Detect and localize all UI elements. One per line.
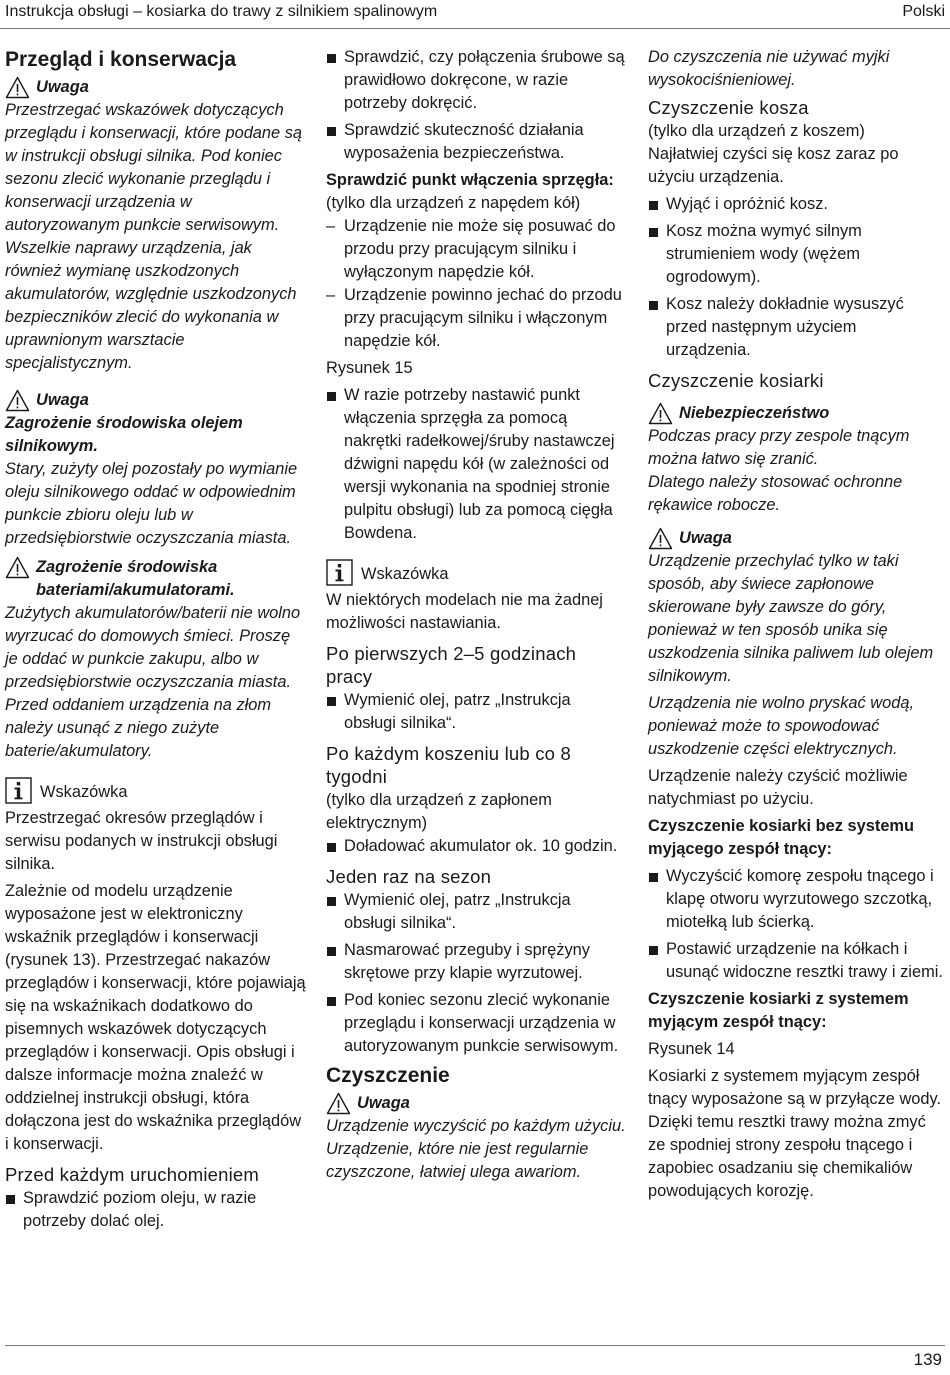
info-label: Wskazówka	[361, 565, 449, 583]
list-item: W razie potrzeby nastawić punkt włączenia sprzęgła za pomocą nakrętki radełkowej/śruby nastawczej dźwigni napędu kół (w zależności od wersji wykonania na spodniej stronie pulpitu obsługi) lub za pomocą cięgła Bowdena.	[326, 384, 626, 545]
warning-notice	[5, 389, 307, 412]
bullet-list	[648, 193, 944, 362]
warning-label: Uwaga	[36, 78, 89, 96]
danger-text: Podczas pracy przy zespole tnącym można łatwo się zranić.	[648, 427, 910, 468]
list-item: Wymienić olej, patrz „Instrukcja obsługi silnika“.	[326, 889, 626, 935]
list-item: Kosz można wymyć silnym strumieniem wody (wężem ogrodowym).	[648, 220, 944, 289]
subsection-heading: Czyszczenie kosiarki bez systemu myjącego zespół tnący:	[648, 817, 915, 858]
column-3	[648, 46, 944, 1207]
list-item: Doładować akumulator ok. 10 godzin.	[326, 835, 626, 858]
danger-label: Niebezpieczeństwo	[679, 404, 830, 422]
section-heading: Przed każdym uruchomieniem	[5, 1164, 260, 1185]
body-text: Najłatwiej czyści się kosz zaraz po użyciu urządzenia.	[648, 145, 899, 186]
column-1	[5, 46, 307, 1237]
note-text: (tylko dla urządzeń z koszem)	[648, 122, 865, 140]
body-text: Kosiarki z systemem myjącym zespół tnący wyposażone są w przyłącze wody. Dzięki temu resztki trawy można zmyć ze spodniej strony zespołu tnącego i zapobiec osadzaniu się chemikaliów powodujących korozję.	[648, 1067, 942, 1200]
danger-notice	[648, 402, 944, 425]
info-notice	[5, 777, 307, 804]
list-item: Wyjąć i opróżnić kosz.	[648, 193, 944, 216]
section-heading: Czyszczenie kosza	[648, 97, 809, 118]
section-title: Czyszczenie	[326, 1064, 450, 1087]
note-text: (tylko dla urządzeń z napędem kół)	[326, 194, 581, 212]
section-title: Przegląd i konserwacja	[5, 48, 237, 71]
list-item: Sprawdzić, czy połączenia śrubowe są prawidłowo dokręcone, w razie potrzeby dokręcić.	[326, 46, 626, 115]
language-label: Polski	[902, 3, 945, 20]
warning-triangle-icon	[5, 389, 30, 412]
figure-reference: Rysunek 14	[648, 1040, 735, 1058]
info-text: Przestrzegać okresów przeglądów i serwisu podanych w instrukcji obsługi silnika.	[5, 809, 278, 873]
warning-triangle-icon	[326, 1092, 351, 1115]
body-text: Urządzenie należy czyścić możliwie natychmiast po użyciu.	[648, 767, 908, 808]
warning-notice	[326, 1092, 626, 1115]
list-item: Nasmarować przeguby i sprężyny skrętowe przy klapie wyrzutowej.	[326, 939, 626, 985]
warning-subject: Zagrożenie środowiska olejem silnikowym.	[5, 414, 243, 455]
bullet-list	[326, 889, 626, 1058]
list-item: – Urządzenie powinno jechać do przodu przy pracującym silniku i włączonym napędzie kół.	[326, 284, 626, 353]
subsection-heading: Sprawdzić punkt włączenia sprzęgła:	[326, 171, 614, 189]
warning-subject: Zagrożenie środowiska bateriami/akumulatorami.	[36, 558, 235, 599]
list-item: Pod koniec sezonu zlecić wykonanie przeglądu i konserwacji urządzenia w autoryzowanym punkcie serwisowym.	[326, 989, 626, 1058]
section-heading: Czyszczenie kosiarki	[648, 370, 824, 391]
warning-text: Przestrzegać wskazówek dotyczących przeglądu i konserwacji, które podane są w instrukcji obsługi silnika. Pod koniec sezonu zlecić wykonanie przeglądu i konserwacji urządzenia w autoryzowanym punkcie serwisowym.	[5, 101, 303, 234]
warning-label: Uwaga	[36, 391, 89, 409]
list-item: Sprawdzić skuteczność działania wyposażenia bezpieczeństwa.	[326, 119, 626, 165]
subsection-heading: Czyszczenie kosiarki z systemem myjącym zespół tnący:	[648, 990, 909, 1031]
warning-text: Urządzenie wyczyścić po każdym użyciu. Urządzenie, które nie jest regularnie czyszczone, łatwiej ulega awariom.	[326, 1117, 626, 1181]
footer-rule	[5, 1345, 945, 1346]
list-item: Kosz należy dokładnie wysuszyć przed następnym użyciem urządzenia.	[648, 293, 944, 362]
bullet-list	[5, 1187, 307, 1233]
section-heading: Po pierwszych 2–5 godzinach pracy	[326, 643, 577, 687]
column-2	[326, 46, 626, 1184]
list-item: Wymienić olej, patrz „Instrukcja obsługi silnika“.	[326, 689, 626, 735]
info-icon	[326, 559, 353, 586]
warning-text: Urządzenie przechylać tylko w taki sposób, aby świece zapłonowe skierowane były zawsze do góry, ponieważ w ten sposób unika się uszkodzenia silnika paliwem lub olejem silnikowym.	[648, 552, 934, 685]
warning-triangle-icon	[5, 556, 30, 579]
bullet-list	[326, 835, 626, 858]
info-label: Wskazówka	[40, 783, 128, 801]
environment-notice	[5, 556, 307, 602]
section-heading: Jeden raz na sezon	[326, 866, 492, 887]
warning-text: Urządzenia nie wolno pryskać wodą, ponieważ może to spowodować uszkodzenie części elektrycznych.	[648, 694, 915, 758]
dash-list	[326, 215, 626, 353]
warning-text: Stary, zużyty olej pozostały po wymianie oleju silnikowego oddać w odpowiednim punkcie zbioru oleju lub w przedsiębiorstwie oczyszczania miasta.	[5, 460, 298, 547]
list-item: Postawić urządzenie na kółkach i usunąć widoczne resztki trawy i ziemi.	[648, 938, 944, 984]
warning-text: Przed oddaniem urządzenia na złom należy usunąć z niego zużyte baterie/akumulatory.	[5, 696, 272, 760]
warning-text: Zużytych akumulatorów/baterii nie wolno wyrzucać do domowych śmieci. Proszę je oddać w punkcie zakupu, albo w przedsiębiorstwie oczyszczania miasta.	[5, 604, 301, 691]
info-text: Zależnie od modelu urządzenie wyposażone jest w elektroniczny wskaźnik przeglądów i konserwacji (rysunek 13). Przestrzegać nakazów przeglądów i konserwacji, które pojawiają się na wskaźnikach dodatkowo do pisemnych wskazówek dotyczących przeglądów i konserwacji. Opis obsługi i dalsze informacje można znaleźć w oddzielnej instrukcji obsługi, która dołączona jest do wskaźnika przeglądów i konserwacji.	[5, 882, 306, 1153]
page-number: 139	[913, 1350, 942, 1369]
warning-label: Uwaga	[357, 1094, 410, 1112]
section-heading: Po każdym koszeniu lub co 8 tygodni	[326, 743, 571, 787]
warning-triangle-icon	[5, 76, 30, 99]
document-title: Instrukcja obsługi – kosiarka do trawy z silnikiem spalinowym	[5, 3, 438, 20]
bullet-list	[648, 865, 944, 984]
warning-label: Uwaga	[679, 529, 732, 547]
warning-notice	[648, 527, 944, 550]
info-icon	[5, 777, 32, 804]
warning-text: Wszelkie naprawy urządzenia, jak również wymianę uszkodzonych akumulatorów, względnie uszkodzonych bezpieczników zlecić do wykonania w uprawnionym warsztacie specjalistycznym.	[5, 239, 297, 372]
list-item: – Urządzenie nie może się posuwać do przodu przy pracującym silniku i wyłączonym napędzie kół.	[326, 215, 626, 284]
list-item: Sprawdzić poziom oleju, w razie potrzeby dolać olej.	[5, 1187, 307, 1233]
info-notice	[326, 559, 626, 586]
bullet-list	[326, 689, 626, 735]
bullet-list	[326, 384, 626, 545]
note-text: (tylko dla urządzeń z zapłonem elektrycznym)	[326, 791, 552, 832]
danger-text: Dlatego należy stosować ochronne rękawice robocze.	[648, 473, 903, 514]
warning-triangle-icon	[648, 402, 673, 425]
warning-text: Do czyszczenia nie używać myjki wysokociśnieniowej.	[648, 48, 890, 89]
bullet-list	[326, 46, 626, 165]
warning-notice	[5, 76, 307, 99]
page-header	[0, 0, 950, 29]
warning-triangle-icon	[648, 527, 673, 550]
info-text: W niektórych modelach nie ma żadnej możliwości nastawiania.	[326, 591, 603, 632]
figure-reference: Rysunek 15	[326, 359, 413, 377]
list-item: Wyczyścić komorę zespołu tnącego i klapę otworu wyrzutowego szczotką, miotełką lub ścierką.	[648, 865, 944, 934]
